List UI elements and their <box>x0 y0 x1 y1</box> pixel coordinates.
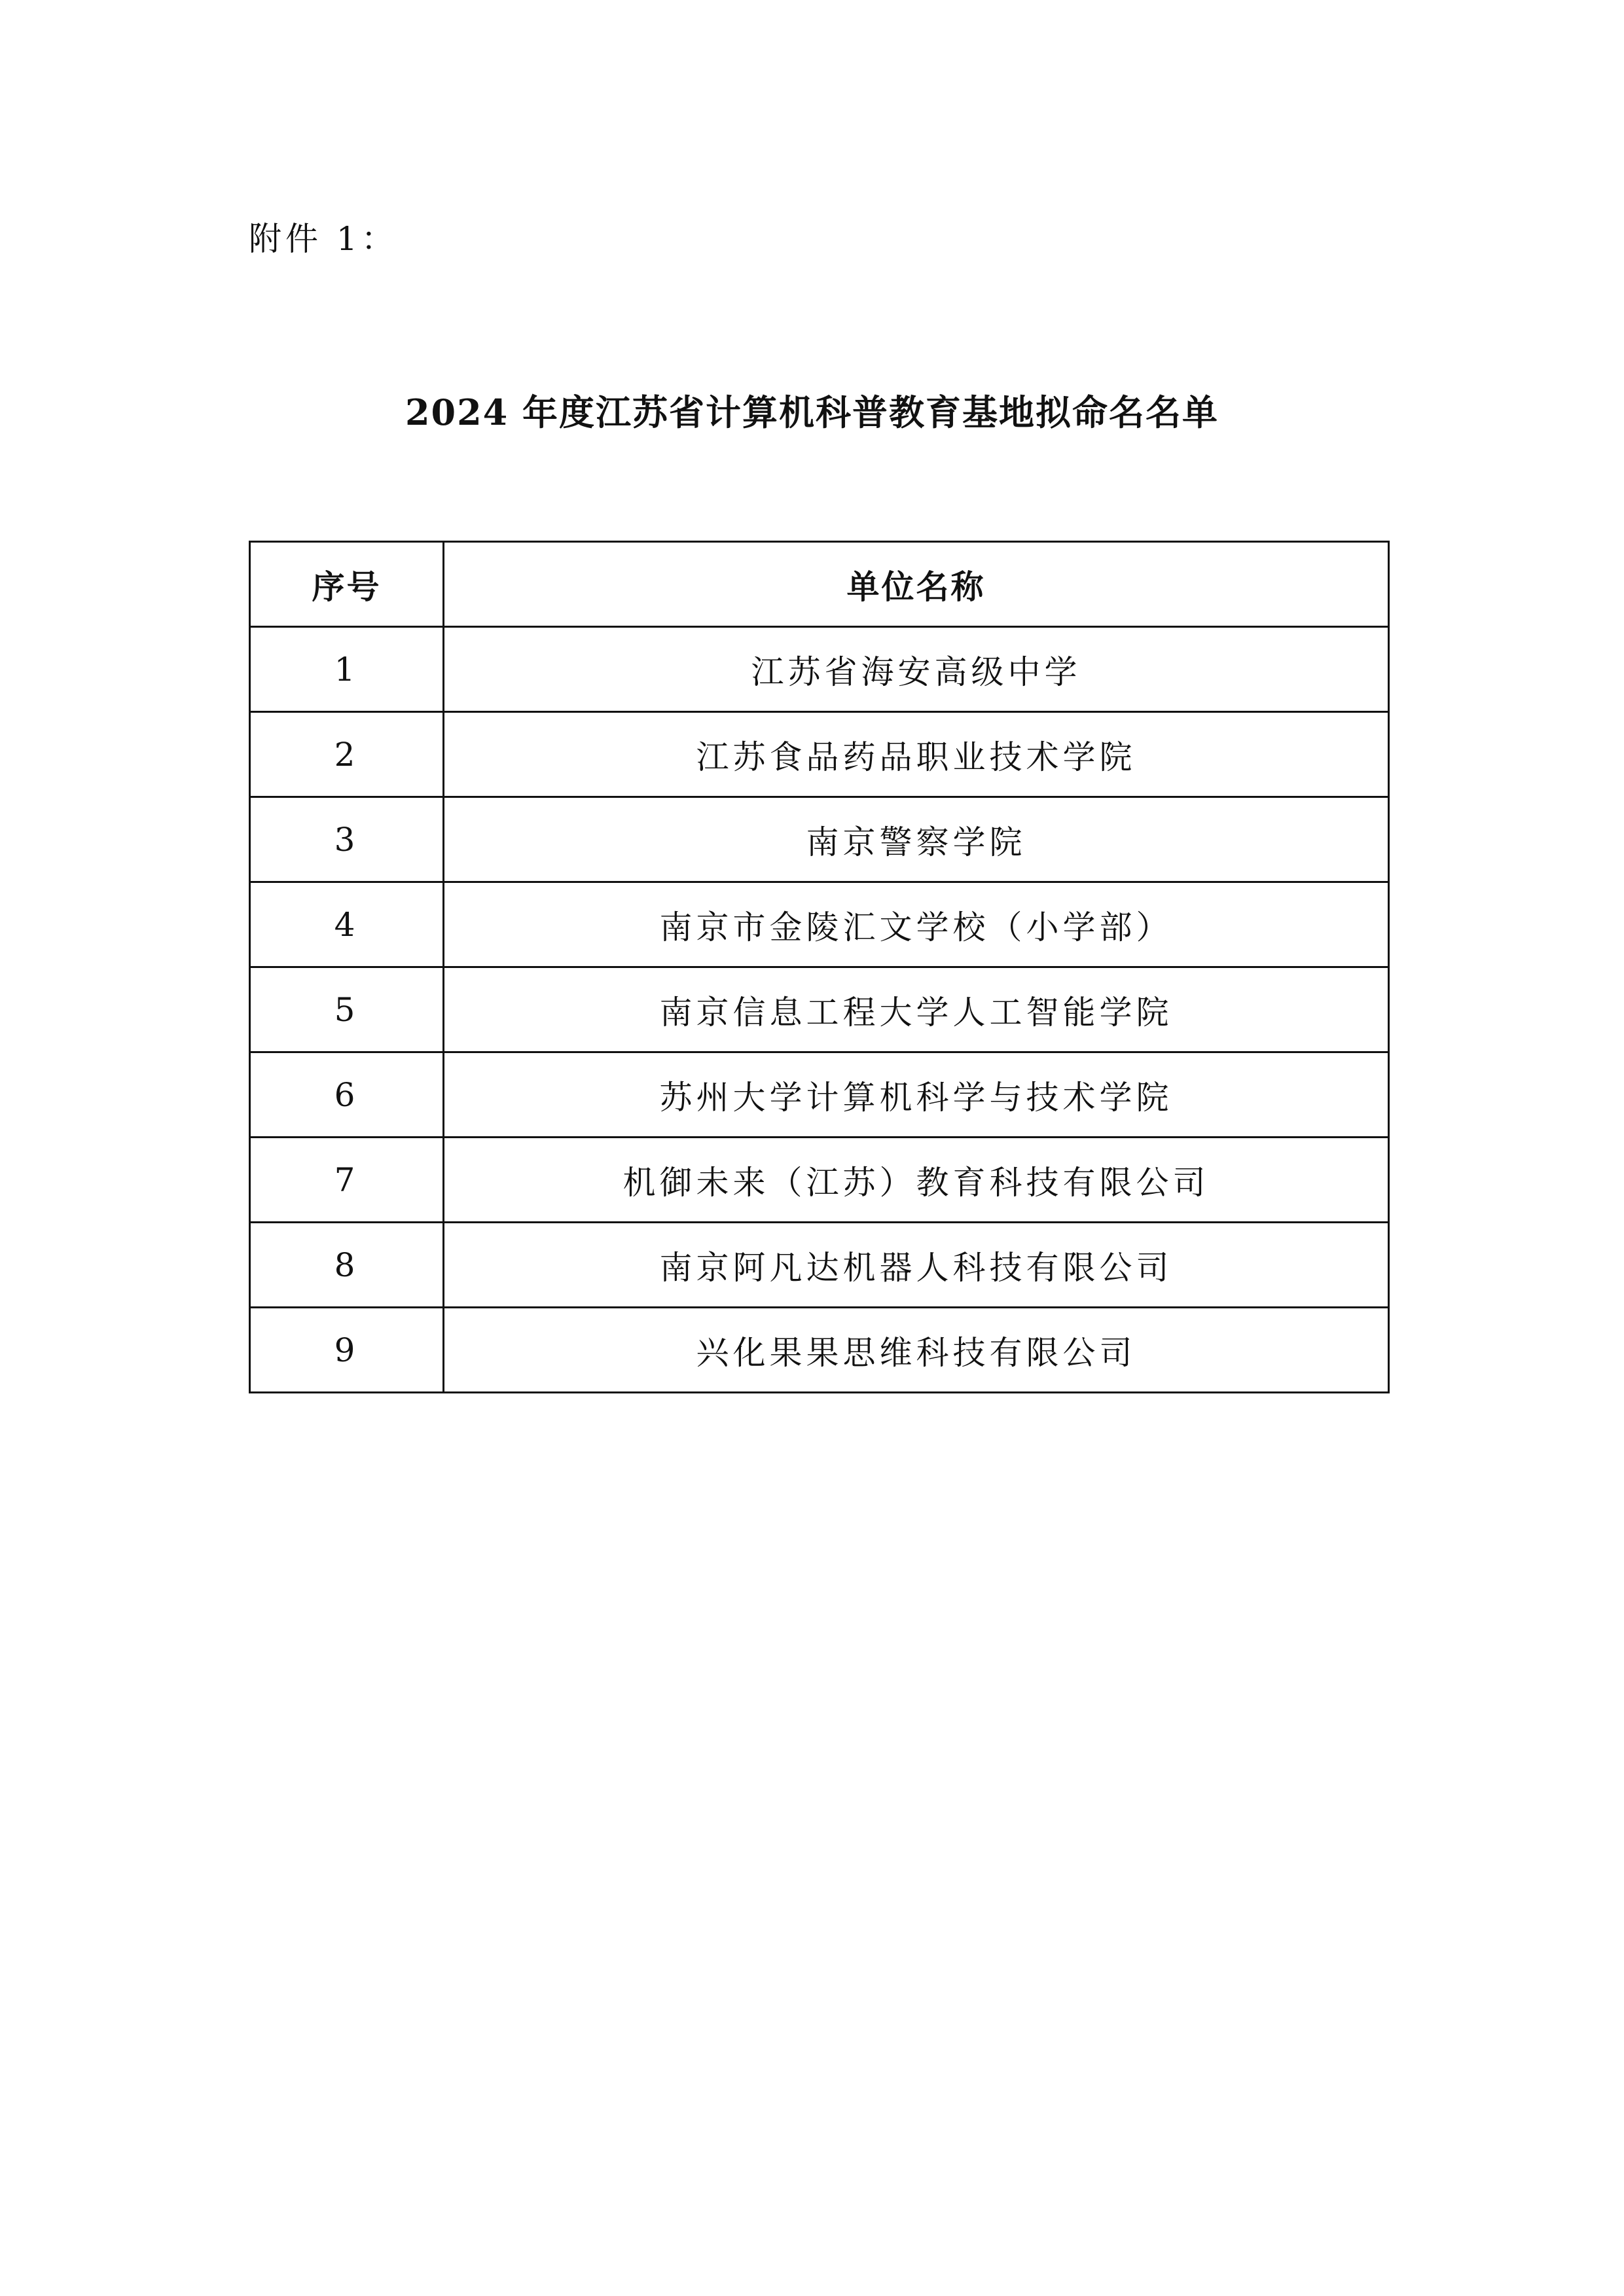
row-number: 2 <box>250 712 444 797</box>
document-title: 2024 年度江苏省计算机科普教育基地拟命名名单 <box>405 391 1219 433</box>
unit-name: 苏州大学计算机科学与技术学院 <box>444 1052 1389 1138</box>
table-row <box>250 1308 1389 1393</box>
unit-name: 南京阿凡达机器人科技有限公司 <box>444 1223 1389 1308</box>
table-row <box>250 882 1389 967</box>
row-number: 8 <box>250 1223 444 1308</box>
unit-name: 江苏省海安高级中学 <box>444 627 1389 712</box>
table-row <box>250 797 1389 882</box>
column-header-number: 序号 <box>250 542 444 627</box>
attachment-label: 附件 1： <box>249 220 398 258</box>
row-number: 4 <box>250 882 444 967</box>
unit-name: 兴化果果思维科技有限公司 <box>444 1308 1389 1393</box>
unit-name: 机御未来（江苏）教育科技有限公司 <box>444 1138 1389 1223</box>
row-number: 6 <box>250 1052 444 1138</box>
unit-name: 南京信息工程大学人工智能学院 <box>444 967 1389 1052</box>
table-row <box>250 1138 1389 1223</box>
table-row <box>250 967 1389 1052</box>
table-row <box>250 627 1389 712</box>
table-row <box>250 712 1389 797</box>
row-number: 5 <box>250 967 444 1052</box>
table-header-row <box>250 542 1389 627</box>
base-list-table <box>249 541 1390 1393</box>
table-row <box>250 1052 1389 1138</box>
row-number: 7 <box>250 1138 444 1223</box>
row-number: 3 <box>250 797 444 882</box>
unit-name: 南京警察学院 <box>444 797 1389 882</box>
column-header-unit-name: 单位名称 <box>444 542 1389 627</box>
unit-name: 江苏食品药品职业技术学院 <box>444 712 1389 797</box>
row-number: 9 <box>250 1308 444 1393</box>
table-row <box>250 1223 1389 1308</box>
unit-name: 南京市金陵汇文学校（小学部） <box>444 882 1389 967</box>
row-number: 1 <box>250 627 444 712</box>
